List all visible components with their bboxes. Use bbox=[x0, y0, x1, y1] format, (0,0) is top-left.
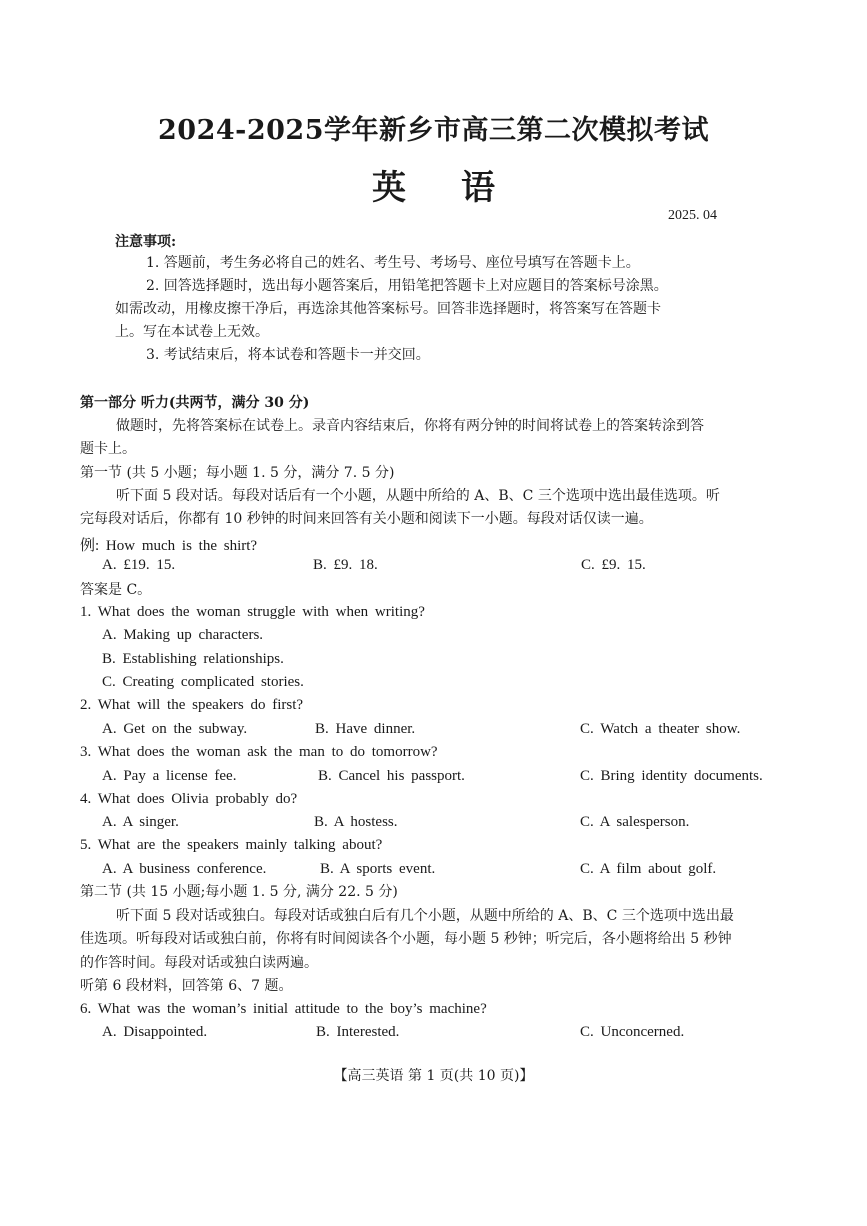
example-answer: 答案是 C。 bbox=[80, 582, 152, 598]
question-3: 3. What does the woman ask the man to do tomorrow? bbox=[80, 744, 438, 760]
exam-title: 2024-2025学年新乡市高三第二次模拟考试 bbox=[158, 115, 709, 146]
section2-instructions-line-3: 的作答时间。每段对话或独白读两遍。 bbox=[80, 955, 318, 971]
example-question: 例: How much is the shirt? bbox=[80, 538, 258, 554]
notice-item-1: 1. 答题前，考生务必将自己的姓名、考生号、考场号、座位号填写在答题卡上。 bbox=[146, 255, 640, 271]
notice-item-2-line-2: 如需改动，用橡皮擦干净后，再选涂其他答案标号。回答非选择题时，将答案写在答题卡 bbox=[115, 301, 661, 317]
example-option-b: B. £9. 18. bbox=[313, 557, 378, 573]
question-1-option-c: C. Creating complicated stories. bbox=[102, 674, 304, 690]
question-2-option-b: B. Have dinner. bbox=[315, 721, 416, 737]
material-6-note: 听第 6 段材料，回答第 6、7 题。 bbox=[80, 978, 293, 994]
question-4: 4. What does Olivia probably do? bbox=[80, 791, 298, 807]
question-6-option-b: B. Interested. bbox=[316, 1024, 400, 1040]
part1-heading: 第一部分 听力(共两节，满分 30 分) bbox=[80, 395, 310, 411]
question-3-option-a: A. Pay a license fee. bbox=[102, 768, 237, 784]
section2-heading: 第二节 (共 15 小题;每小题 1. 5 分, 满分 22. 5 分) bbox=[80, 884, 398, 900]
question-5-option-b: B. A sports event. bbox=[320, 861, 436, 877]
question-1: 1. What does the woman struggle with when writing? bbox=[80, 604, 425, 620]
notice-item-2-line-3: 上。写在本试卷上无效。 bbox=[115, 324, 269, 340]
part1-intro-line-2: 题卡上。 bbox=[80, 441, 136, 457]
section1-instructions-line-1: 听下面 5 段对话。每段对话后有一个小题，从题中所给的 A、B、C 三个选项中选出最佳选项。听 bbox=[116, 488, 720, 504]
example-option-a: A. £19. 15. bbox=[102, 557, 176, 573]
page-footer: 【高三英语 第 1 页(共 10 页)】 bbox=[333, 1068, 534, 1084]
question-6-option-c: C. Unconcerned. bbox=[580, 1024, 685, 1040]
section2-instructions-line-2: 佳选项。听每段对话或独白前，你将有时间阅读各个小题，每小题 5 秒钟；听完后，各小题将给出 5 秒钟 bbox=[80, 931, 732, 947]
question-2: 2. What will the speakers do first? bbox=[80, 697, 304, 713]
exam-date: 2025. 04 bbox=[668, 208, 717, 223]
example-option-c: C. £9. 15. bbox=[581, 557, 646, 573]
question-4-option-a: A. A singer. bbox=[102, 814, 179, 830]
subject-title: 英语 bbox=[372, 168, 550, 208]
question-2-option-a: A. Get on the subway. bbox=[102, 721, 248, 737]
section2-instructions-line-1: 听下面 5 段对话或独白。每段对话或独白后有几个小题，从题中所给的 A、B、C 三个选项中选出最 bbox=[116, 908, 734, 924]
section1-heading: 第一节 (共 5 小题；每小题 1. 5 分，满分 7. 5 分) bbox=[80, 465, 395, 481]
question-3-option-c: C. Bring identity documents. bbox=[580, 768, 763, 784]
notice-item-2-line-1: 2. 回答选择题时，选出每小题答案后，用铅笔把答题卡上对应题目的答案标号涂黑。 bbox=[146, 278, 668, 294]
section1-instructions-line-2: 完每段对话后，你都有 10 秒钟的时间来回答有关小题和阅读下一小题。每段对话仅读一遍。 bbox=[80, 511, 653, 527]
part1-intro-line-1: 做题时，先将答案标在试卷上。录音内容结束后，你将有两分钟的时间将试卷上的答案转涂到答 bbox=[116, 418, 704, 434]
question-1-option-a: A. Making up characters. bbox=[102, 627, 264, 643]
question-1-option-b: B. Establishing relationships. bbox=[102, 651, 284, 667]
notice-item-3: 3. 考试结束后，将本试卷和答题卡一并交回。 bbox=[146, 347, 430, 363]
question-5-option-a: A. A business conference. bbox=[102, 861, 267, 877]
question-5: 5. What are the speakers mainly talking about? bbox=[80, 837, 383, 853]
question-5-option-c: C. A film about golf. bbox=[580, 861, 717, 877]
question-6: 6. What was the woman’s initial attitude to the boy’s machine? bbox=[80, 1001, 487, 1017]
question-4-option-c: C. A salesperson. bbox=[580, 814, 690, 830]
question-3-option-b: B. Cancel his passport. bbox=[318, 768, 465, 784]
question-6-option-a: A. Disappointed. bbox=[102, 1024, 208, 1040]
question-2-option-c: C. Watch a theater show. bbox=[580, 721, 741, 737]
notice-heading: 注意事项: bbox=[115, 234, 177, 250]
question-4-option-b: B. A hostess. bbox=[314, 814, 398, 830]
